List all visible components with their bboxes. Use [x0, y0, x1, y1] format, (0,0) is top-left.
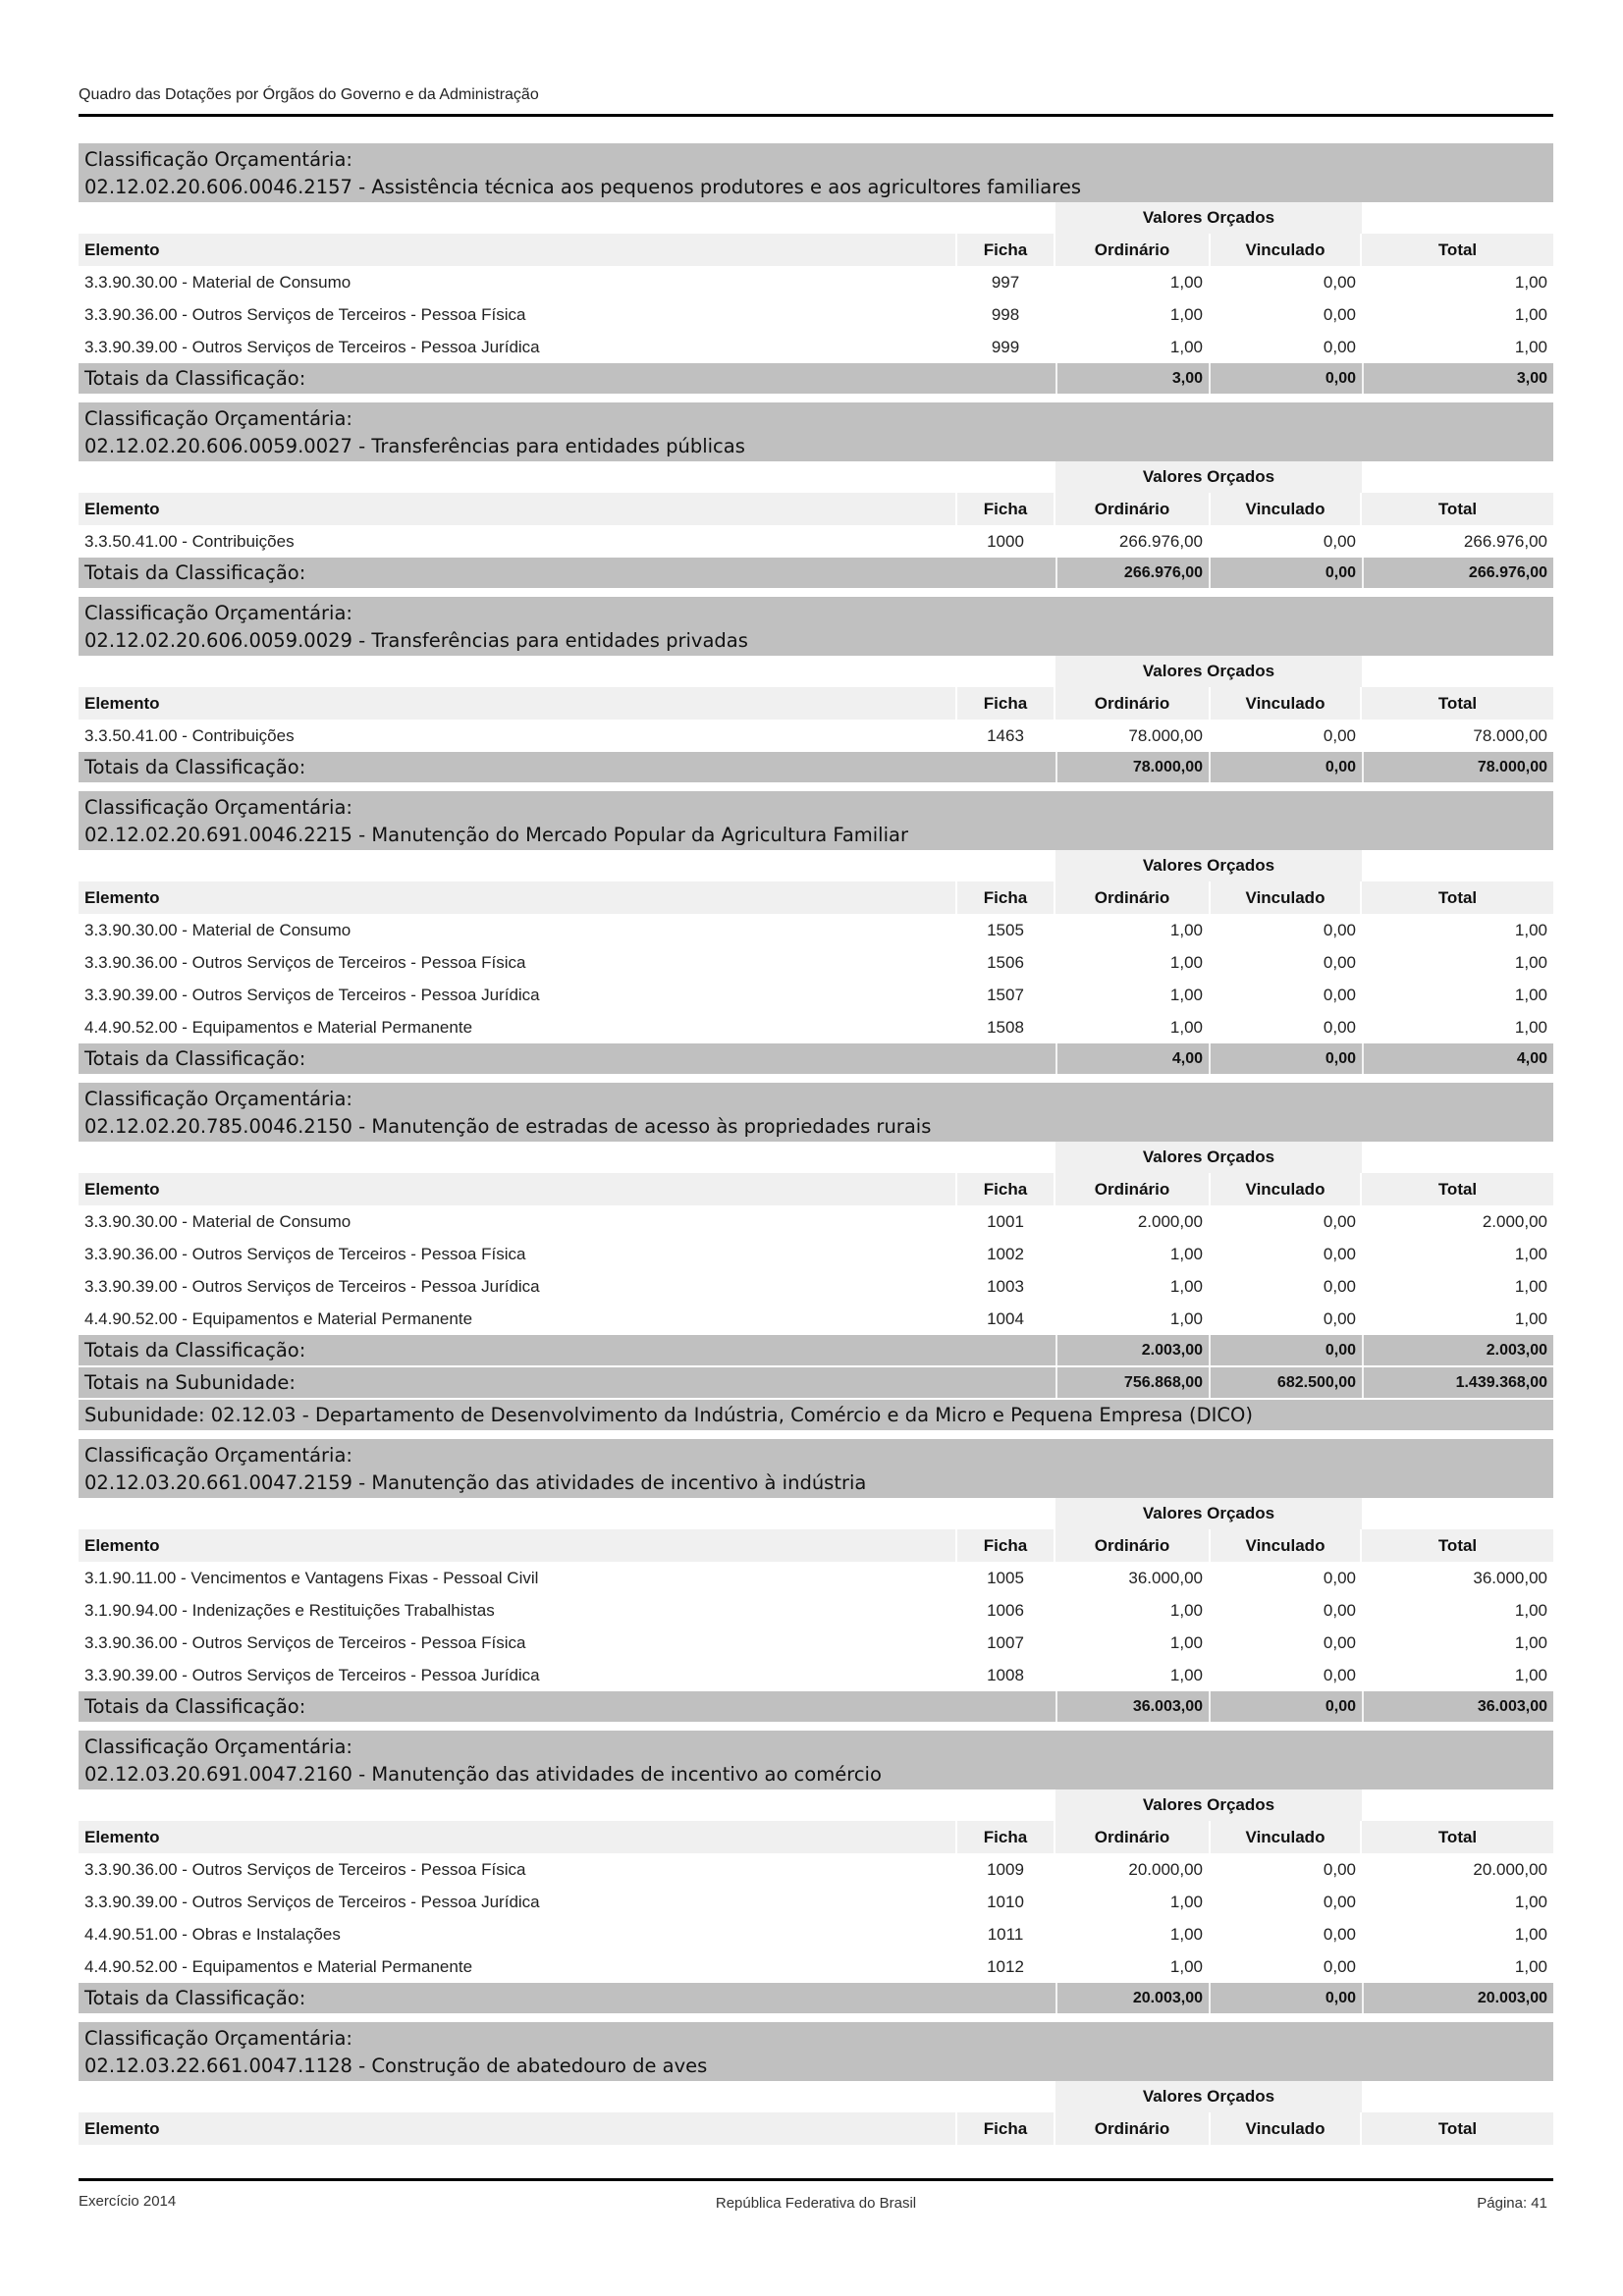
classification-section: [79, 791, 1553, 1074]
classification-totals-row: [79, 1691, 1553, 1722]
totals-ficha-blank: [955, 363, 1055, 394]
ficha-cell: 1009: [987, 1860, 1024, 1879]
classification-code: 02.12.02.20.606.0059.0027 - Transferências para entidades públicas: [84, 435, 745, 457]
col-elemento: Elemento: [84, 1180, 160, 1199]
col-ficha: Ficha: [955, 1821, 1055, 1853]
total-cell: 1,00: [1514, 1893, 1547, 1911]
ordinario-cell: 1,00: [1169, 1277, 1203, 1296]
subunit-vinculado: 682.500,00: [1209, 1367, 1362, 1398]
totals-total: 3,00: [1362, 363, 1553, 394]
totals-ordinario: 20.003,00: [1055, 1983, 1209, 2013]
ficha-cell: 1508: [987, 1018, 1024, 1037]
totals-vinculado: 0,00: [1209, 1043, 1362, 1074]
ficha-cell: 1001: [987, 1212, 1024, 1231]
valores-orcados-header: Valores Orçados: [1055, 850, 1362, 881]
vinculado-cell: 0,00: [1323, 1893, 1356, 1911]
elemento-cell: 3.3.90.39.00 - Outros Serviços de Terceiros - Pessoa Jurídica: [84, 1666, 540, 1684]
valores-orcados-row: [79, 1498, 1553, 1529]
vinculado-cell: 0,00: [1323, 273, 1356, 292]
col-total: Total: [1437, 240, 1478, 259]
valores-orcados-header: Valores Orçados: [1055, 1142, 1362, 1173]
table-row: [79, 1011, 1553, 1043]
valores-orcados-header: Valores Orçados: [1055, 461, 1362, 493]
col-total: Total: [1437, 694, 1478, 713]
total-cell: 1,00: [1514, 1925, 1547, 1944]
col-total: Total: [1437, 888, 1478, 907]
totals-ordinario: 266.976,00: [1055, 558, 1209, 588]
classification-code: 02.12.02.20.785.0046.2150 - Manutenção de estradas de acesso às propriedades rurais: [84, 1115, 932, 1138]
ficha-cell: 1008: [987, 1666, 1024, 1684]
classification-totals-row: [79, 1335, 1553, 1365]
classification-label: Classificação Orçamentária:: [84, 1088, 352, 1110]
classification-totals-row: [79, 1983, 1553, 2013]
col-ordinario: Ordinário: [1094, 888, 1170, 907]
totals-ficha-blank: [955, 1335, 1055, 1365]
col-ordinario: Ordinário: [1094, 500, 1170, 518]
col-vinculado: Vinculado: [1209, 493, 1362, 525]
totals-label: Totais da Classificação:: [84, 756, 306, 778]
column-header-row: [79, 1529, 1553, 1562]
total-cell: 2.000,00: [1482, 1212, 1547, 1231]
classification-code: 02.12.03.20.661.0047.2159 - Manutenção das atividades de incentivo à indústria: [84, 1471, 867, 1494]
col-ficha: Ficha: [955, 687, 1055, 720]
totals-label: Totais da Classificação:: [84, 367, 306, 390]
ficha-cell: 1007: [987, 1633, 1024, 1652]
totals-total: 4,00: [1362, 1043, 1553, 1074]
vinculado-cell: 0,00: [1323, 1277, 1356, 1296]
total-cell: 1,00: [1514, 921, 1547, 939]
table-row: [79, 1853, 1553, 1886]
table-row: [79, 266, 1553, 298]
classification-section: [79, 402, 1553, 588]
totals-total: 78.000,00: [1362, 752, 1553, 782]
vinculado-cell: 0,00: [1323, 1601, 1356, 1620]
col-vinculado: Vinculado: [1209, 1529, 1362, 1562]
classification-section: [79, 1083, 1553, 1365]
col-ordinario: Ordinário: [1094, 694, 1170, 713]
total-cell: 1,00: [1514, 1245, 1547, 1263]
ordinario-cell: 1,00: [1169, 338, 1203, 356]
column-header-row: [79, 234, 1553, 266]
totals-ficha-blank: [955, 1983, 1055, 2013]
col-total: Total: [1437, 1828, 1478, 1846]
column-header-row: [79, 493, 1553, 525]
column-header-row: [79, 687, 1553, 720]
total-cell: 1,00: [1514, 1309, 1547, 1328]
ordinario-cell: 1,00: [1169, 1018, 1203, 1037]
header-rule: [79, 114, 1553, 117]
totals-label: Totais da Classificação:: [84, 561, 306, 584]
totals-vinculado: 0,00: [1209, 558, 1362, 588]
col-ficha: Ficha: [955, 881, 1055, 914]
elemento-cell: 3.1.90.94.00 - Indenizações e Restituições Trabalhistas: [84, 1601, 495, 1620]
totals-label: Totais da Classificação:: [84, 1695, 306, 1718]
elemento-cell: 4.4.90.51.00 - Obras e Instalações: [84, 1925, 341, 1944]
vinculado-cell: 0,00: [1323, 1957, 1356, 1976]
elemento-cell: 3.3.90.39.00 - Outros Serviços de Terceiros - Pessoa Jurídica: [84, 1893, 540, 1911]
valores-orcados-row: [79, 1142, 1553, 1173]
col-vinculado: Vinculado: [1209, 1821, 1362, 1853]
totals-label: Totais da Classificação:: [84, 1987, 306, 2009]
column-header-row: [79, 881, 1553, 914]
totals-ficha-blank: [955, 558, 1055, 588]
ficha-cell: 1004: [987, 1309, 1024, 1328]
col-ordinario: Ordinário: [1094, 1828, 1170, 1846]
vinculado-cell: 0,00: [1323, 1633, 1356, 1652]
classification-label: Classificação Orçamentária:: [84, 796, 352, 819]
classification-section: [79, 1731, 1553, 2013]
valores-orcados-row: [79, 850, 1553, 881]
vinculado-cell: 0,00: [1323, 1212, 1356, 1231]
ordinario-cell: 1,00: [1169, 1893, 1203, 1911]
classification-header: [79, 143, 1553, 202]
subunit-totals-row: [79, 1367, 1553, 1398]
table-row: [79, 946, 1553, 979]
vinculado-cell: 0,00: [1323, 1569, 1356, 1587]
table-row: [79, 1238, 1553, 1270]
classification-label: Classificação Orçamentária:: [84, 2027, 352, 2050]
col-elemento: Elemento: [84, 888, 160, 907]
valores-orcados-header: Valores Orçados: [1055, 656, 1362, 687]
totals-vinculado: 0,00: [1209, 1335, 1362, 1365]
classification-section: [79, 2022, 1553, 2145]
table-row: [79, 1659, 1553, 1691]
totals-ordinario: 3,00: [1055, 363, 1209, 394]
subunit-totals-label: Totais na Subunidade:: [84, 1371, 296, 1394]
classification-code: 02.12.03.20.691.0047.2160 - Manutenção das atividades de incentivo ao comércio: [84, 1763, 882, 1786]
vinculado-cell: 0,00: [1323, 1245, 1356, 1263]
total-cell: 1,00: [1514, 1601, 1547, 1620]
table-row: [79, 1205, 1553, 1238]
col-elemento: Elemento: [84, 1828, 160, 1846]
ficha-cell: 1507: [987, 986, 1024, 1004]
col-vinculado: Vinculado: [1209, 687, 1362, 720]
ordinario-cell: 36.000,00: [1128, 1569, 1203, 1587]
classification-label: Classificação Orçamentária:: [84, 1444, 352, 1467]
table-row: [79, 914, 1553, 946]
vinculado-cell: 0,00: [1323, 921, 1356, 939]
col-total: Total: [1437, 1180, 1478, 1199]
col-elemento: Elemento: [84, 2119, 160, 2138]
col-total: Total: [1437, 2119, 1478, 2138]
ordinario-cell: 1,00: [1169, 1666, 1203, 1684]
vinculado-cell: 0,00: [1323, 1309, 1356, 1328]
elemento-cell: 3.3.50.41.00 - Contribuições: [84, 726, 295, 745]
elemento-cell: 3.3.90.30.00 - Material de Consumo: [84, 921, 352, 939]
col-ordinario: Ordinário: [1094, 1536, 1170, 1555]
totals-total: 266.976,00: [1362, 558, 1553, 588]
classification-totals-row: [79, 1043, 1553, 1074]
table-row: [79, 1627, 1553, 1659]
col-total: Total: [1437, 500, 1478, 518]
elemento-cell: 3.3.90.36.00 - Outros Serviços de Terceiros - Pessoa Física: [84, 1245, 526, 1263]
elemento-cell: 3.3.50.41.00 - Contribuições: [84, 532, 295, 551]
totals-vinculado: 0,00: [1209, 1691, 1362, 1722]
ficha-cell: 999: [991, 338, 1020, 356]
classification-code: 02.12.02.20.691.0046.2215 - Manutenção do Mercado Popular da Agricultura Familiar: [84, 824, 908, 846]
totals-total: 20.003,00: [1362, 1983, 1553, 2013]
elemento-cell: 4.4.90.52.00 - Equipamentos e Material Permanente: [84, 1309, 473, 1328]
valores-orcados-header: Valores Orçados: [1055, 1498, 1362, 1529]
total-cell: 1,00: [1514, 953, 1547, 972]
ordinario-cell: 1,00: [1169, 1957, 1203, 1976]
col-elemento: Elemento: [84, 1536, 160, 1555]
col-ficha: Ficha: [955, 1529, 1055, 1562]
valores-orcados-row: [79, 1789, 1553, 1821]
totals-vinculado: 0,00: [1209, 1983, 1362, 2013]
footer-exercise: Exercício 2014: [79, 2193, 177, 2210]
total-cell: 1,00: [1514, 1018, 1547, 1037]
ordinario-cell: 1,00: [1169, 273, 1203, 292]
page-number: Página: 41: [1477, 2195, 1547, 2212]
column-header-row: [79, 1173, 1553, 1205]
ficha-cell: 1006: [987, 1601, 1024, 1620]
totals-total: 36.003,00: [1362, 1691, 1553, 1722]
total-cell: 20.000,00: [1473, 1860, 1547, 1879]
report-title: Quadro das Dotações por Órgãos do Governo e da Administração: [79, 86, 539, 103]
totals-ordinario: 2.003,00: [1055, 1335, 1209, 1365]
total-cell: 1,00: [1514, 273, 1547, 292]
ordinario-cell: 20.000,00: [1128, 1860, 1203, 1879]
vinculado-cell: 0,00: [1323, 1860, 1356, 1879]
classification-header: [79, 1439, 1553, 1498]
col-ficha: Ficha: [955, 1173, 1055, 1205]
col-ficha: Ficha: [955, 2112, 1055, 2145]
table-row: [79, 1886, 1553, 1918]
ficha-cell: 1005: [987, 1569, 1024, 1587]
total-cell: 266.976,00: [1463, 532, 1547, 551]
page-header: [79, 86, 1553, 104]
classification-code: 02.12.02.20.606.0059.0029 - Transferências para entidades privadas: [84, 629, 748, 652]
col-ordinario: Ordinário: [1094, 2119, 1170, 2138]
table-row: [79, 298, 1553, 331]
table-row: [79, 720, 1553, 752]
col-ficha: Ficha: [955, 493, 1055, 525]
classification-label: Classificação Orçamentária:: [84, 148, 352, 171]
ficha-cell: 1000: [987, 532, 1024, 551]
elemento-cell: 3.3.90.39.00 - Outros Serviços de Terceiros - Pessoa Jurídica: [84, 1277, 540, 1296]
ficha-cell: 1505: [987, 921, 1024, 939]
ordinario-cell: 1,00: [1169, 1925, 1203, 1944]
col-ordinario: Ordinário: [1094, 240, 1170, 259]
elemento-cell: 3.1.90.11.00 - Vencimentos e Vantagens Fixas - Pessoal Civil: [84, 1569, 539, 1587]
ficha-cell: 1010: [987, 1893, 1024, 1911]
total-cell: 36.000,00: [1473, 1569, 1547, 1587]
valores-orcados-row: [79, 202, 1553, 234]
elemento-cell: 3.3.90.30.00 - Material de Consumo: [84, 1212, 352, 1231]
ordinario-cell: 266.976,00: [1118, 532, 1203, 551]
classification-label: Classificação Orçamentária:: [84, 1735, 352, 1758]
ordinario-cell: 1,00: [1169, 1245, 1203, 1263]
subunit-total: 1.439.368,00: [1362, 1367, 1553, 1398]
classification-header: [79, 2022, 1553, 2081]
elemento-cell: 3.3.90.30.00 - Material de Consumo: [84, 273, 352, 292]
vinculado-cell: 0,00: [1323, 726, 1356, 745]
subunit-ficha-blank: [955, 1367, 1055, 1398]
totals-ficha-blank: [955, 1043, 1055, 1074]
classification-header: [79, 1731, 1553, 1789]
col-elemento: Elemento: [84, 240, 160, 259]
ficha-cell: 1463: [987, 726, 1024, 745]
vinculado-cell: 0,00: [1323, 953, 1356, 972]
elemento-cell: 3.3.90.36.00 - Outros Serviços de Terceiros - Pessoa Física: [84, 305, 526, 324]
table-row: [79, 525, 1553, 558]
subunit-ordinario: 756.868,00: [1055, 1367, 1209, 1398]
vinculado-cell: 0,00: [1323, 1018, 1356, 1037]
col-ficha: Ficha: [955, 234, 1055, 266]
elemento-cell: 3.3.90.39.00 - Outros Serviços de Terceiros - Pessoa Jurídica: [84, 338, 540, 356]
column-header-row: [79, 2112, 1553, 2145]
table-row: [79, 331, 1553, 363]
vinculado-cell: 0,00: [1323, 1925, 1356, 1944]
classification-header: [79, 402, 1553, 461]
table-row: [79, 1594, 1553, 1627]
total-cell: 78.000,00: [1473, 726, 1547, 745]
totals-ordinario: 36.003,00: [1055, 1691, 1209, 1722]
totals-vinculado: 0,00: [1209, 752, 1362, 782]
ficha-cell: 997: [991, 273, 1020, 292]
totals-ordinario: 78.000,00: [1055, 752, 1209, 782]
elemento-cell: 3.3.90.36.00 - Outros Serviços de Terceiros - Pessoa Física: [84, 1860, 526, 1879]
valores-orcados-row: [79, 2081, 1553, 2112]
total-cell: 1,00: [1514, 1666, 1547, 1684]
classification-code: 02.12.02.20.606.0046.2157 - Assistência técnica aos pequenos produtores e aos agricultores familiares: [84, 176, 1081, 198]
footer-country: República Federativa do Brasil: [715, 2195, 917, 2212]
totals-ordinario: 4,00: [1055, 1043, 1209, 1074]
valores-orcados-row: [79, 461, 1553, 493]
ficha-cell: 1506: [987, 953, 1024, 972]
subunit-heading: Subunidade: 02.12.03 - Departamento de Desenvolvimento da Indústria, Comércio e da Micro e Pequena Empresa (DICO): [79, 1400, 1553, 1430]
ficha-cell: 998: [991, 305, 1020, 324]
valores-orcados-row: [79, 656, 1553, 687]
valores-orcados-header: Valores Orçados: [1055, 1789, 1362, 1821]
ficha-cell: 1003: [987, 1277, 1024, 1296]
classification-header: [79, 597, 1553, 656]
totals-vinculado: 0,00: [1209, 363, 1362, 394]
valores-orcados-header: Valores Orçados: [1055, 2081, 1362, 2112]
vinculado-cell: 0,00: [1323, 986, 1356, 1004]
ficha-cell: 1012: [987, 1957, 1024, 1976]
vinculado-cell: 0,00: [1323, 532, 1356, 551]
table-row: [79, 1918, 1553, 1950]
classification-section: [79, 1439, 1553, 1722]
classification-totals-row: [79, 752, 1553, 782]
total-cell: 1,00: [1514, 1957, 1547, 1976]
totals-label: Totais da Classificação:: [84, 1047, 306, 1070]
ficha-cell: 1002: [987, 1245, 1024, 1263]
elemento-cell: 3.3.90.36.00 - Outros Serviços de Terceiros - Pessoa Física: [84, 1633, 526, 1652]
table-row: [79, 1562, 1553, 1594]
ordinario-cell: 1,00: [1169, 921, 1203, 939]
col-total: Total: [1437, 1536, 1478, 1555]
classification-label: Classificação Orçamentária:: [84, 602, 352, 624]
classification-label: Classificação Orçamentária:: [84, 407, 352, 430]
elemento-cell: 4.4.90.52.00 - Equipamentos e Material Permanente: [84, 1957, 473, 1976]
footer-rule: [79, 2178, 1553, 2181]
classification-totals-row: [79, 558, 1553, 588]
column-header-row: [79, 1821, 1553, 1853]
col-elemento: Elemento: [84, 500, 160, 518]
col-vinculado: Vinculado: [1209, 1173, 1362, 1205]
table-row: [79, 1950, 1553, 1983]
ordinario-cell: 1,00: [1169, 986, 1203, 1004]
elemento-cell: 3.3.90.39.00 - Outros Serviços de Terceiros - Pessoa Jurídica: [84, 986, 540, 1004]
elemento-cell: 4.4.90.52.00 - Equipamentos e Material Permanente: [84, 1018, 473, 1037]
ordinario-cell: 2.000,00: [1137, 1212, 1203, 1231]
ficha-cell: 1011: [987, 1925, 1024, 1944]
table-row: [79, 1270, 1553, 1303]
total-cell: 1,00: [1514, 986, 1547, 1004]
totals-ficha-blank: [955, 752, 1055, 782]
report-content: [79, 143, 1553, 2154]
totals-ficha-blank: [955, 1691, 1055, 1722]
ordinario-cell: 1,00: [1169, 305, 1203, 324]
total-cell: 1,00: [1514, 305, 1547, 324]
ordinario-cell: 1,00: [1169, 1309, 1203, 1328]
total-cell: 1,00: [1514, 1277, 1547, 1296]
classification-section: [79, 597, 1553, 782]
col-vinculado: Vinculado: [1209, 881, 1362, 914]
ordinario-cell: 1,00: [1169, 953, 1203, 972]
totals-total: 2.003,00: [1362, 1335, 1553, 1365]
col-vinculado: Vinculado: [1209, 234, 1362, 266]
vinculado-cell: 0,00: [1323, 338, 1356, 356]
col-elemento: Elemento: [84, 694, 160, 713]
col-ordinario: Ordinário: [1094, 1180, 1170, 1199]
ordinario-cell: 78.000,00: [1128, 726, 1203, 745]
totals-label: Totais da Classificação:: [84, 1339, 306, 1362]
ordinario-cell: 1,00: [1169, 1633, 1203, 1652]
classification-totals-row: [79, 363, 1553, 394]
elemento-cell: 3.3.90.36.00 - Outros Serviços de Terceiros - Pessoa Física: [84, 953, 526, 972]
ordinario-cell: 1,00: [1169, 1601, 1203, 1620]
classification-section: [79, 143, 1553, 394]
col-vinculado: Vinculado: [1209, 2112, 1362, 2145]
classification-code: 02.12.03.22.661.0047.1128 - Construção de abatedouro de aves: [84, 2055, 708, 2077]
total-cell: 1,00: [1514, 1633, 1547, 1652]
total-cell: 1,00: [1514, 338, 1547, 356]
table-row: [79, 979, 1553, 1011]
vinculado-cell: 0,00: [1323, 1666, 1356, 1684]
valores-orcados-header: Valores Orçados: [1055, 202, 1362, 234]
classification-header: [79, 791, 1553, 850]
classification-header: [79, 1083, 1553, 1142]
table-row: [79, 1303, 1553, 1335]
vinculado-cell: 0,00: [1323, 305, 1356, 324]
